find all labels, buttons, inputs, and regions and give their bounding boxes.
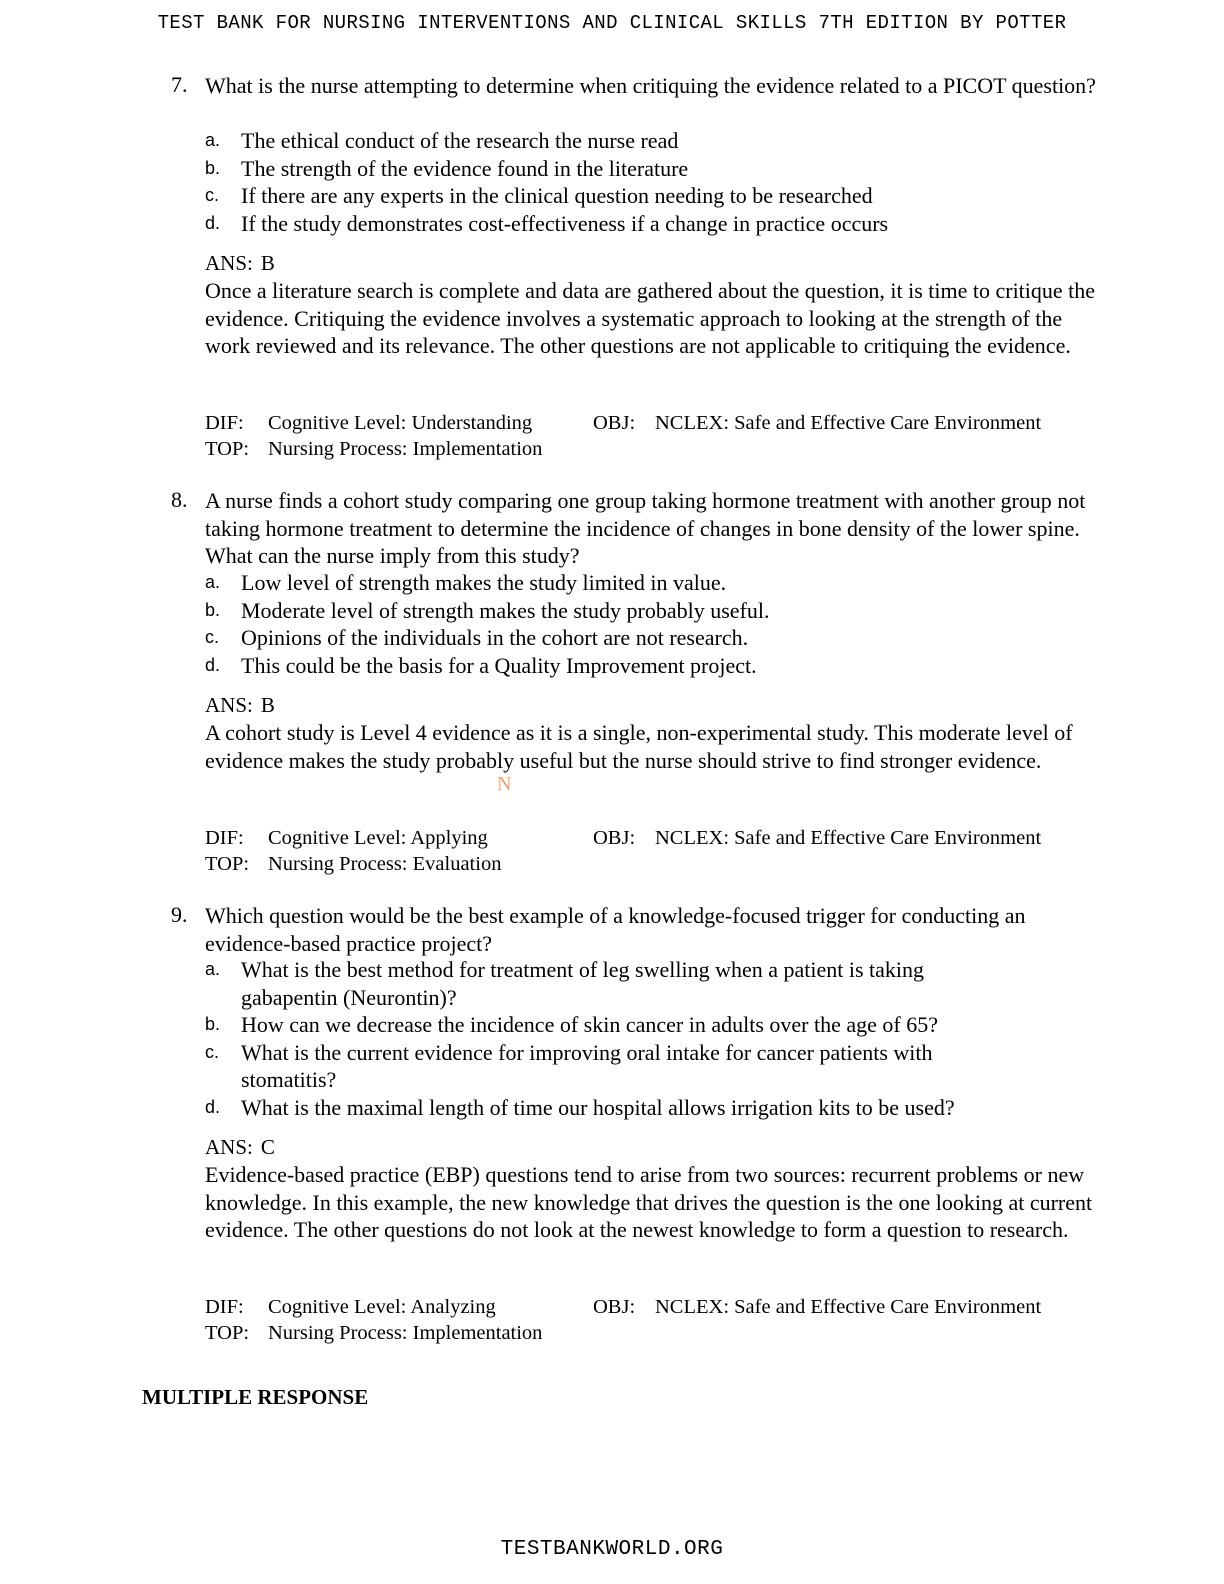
option-d — [205, 652, 1105, 680]
option-b — [205, 597, 1105, 625]
top-value: Nursing Process: Evaluation — [268, 853, 502, 875]
option-a — [205, 569, 1105, 597]
option-text: How can we decrease the incidence of skin cancer in adults over the age of 65? — [241, 1012, 938, 1037]
top-value: Nursing Process: Implementation — [268, 438, 543, 460]
obj-label: OBJ: — [593, 827, 636, 849]
top-label: TOP: — [205, 853, 250, 875]
obj-label: OBJ: — [593, 1296, 636, 1318]
option-d — [205, 210, 1105, 238]
option-text: The ethical conduct of the research the nurse read — [241, 128, 679, 153]
option-c — [205, 1039, 1001, 1094]
option-letter: c. — [205, 627, 220, 647]
option-text: The strength of the evidence found in the literature — [241, 155, 689, 181]
option-letter: a. — [205, 572, 221, 592]
option-text: What is the current evidence for improving oral intake for cancer patients with stomatitis? — [241, 1039, 933, 1092]
answer-line — [205, 251, 275, 276]
rationale: Once a literature search is complete and data are gathered about the question, it is time to critique the evidence. Critiquing the evidence involves a systematic approach to looking at the strength of the work reviewed and its relevance. The other questions are not applicable to critiquing the evidence. — [205, 278, 1096, 358]
option-c — [205, 624, 1105, 652]
obj-value: NCLEX: Safe and Effective Care Environment — [655, 412, 1042, 434]
answer-label: ANS: — [205, 251, 253, 275]
option-text: Opinions of the individuals in the cohort are not research. — [241, 625, 749, 650]
dif-label: DIF: — [205, 412, 244, 434]
answer-value: C — [260, 1135, 275, 1159]
option-c — [205, 182, 1105, 210]
option-letter: a. — [205, 130, 221, 150]
obj-label: OBJ: — [593, 412, 636, 434]
dif-value: Cognitive Level: Applying — [268, 827, 488, 849]
option-text: If there are any experts in the clinical question needing to be researched — [241, 183, 873, 208]
answer-label: ANS: — [205, 1135, 253, 1159]
option-letter: d. — [205, 654, 221, 675]
option-letter: b. — [205, 599, 221, 620]
option-text: If the study demonstrates cost-effectiveness if a change in practice occurs — [241, 210, 889, 236]
option-text: Moderate level of strength makes the study probably useful. — [241, 597, 770, 623]
options-list — [205, 127, 1105, 237]
option-b — [205, 1011, 1105, 1039]
rationale: A cohort study is Level 4 evidence as it is a single, non-experimental study. This moderate level of evidence makes the study probably useful but the nurse should strive to find stronger evidence. — [205, 720, 1073, 773]
answer-value: B — [260, 693, 275, 717]
dif-value: Cognitive Level: Analyzing — [268, 1296, 496, 1318]
option-letter: d. — [205, 212, 221, 233]
question-meta — [205, 410, 1105, 462]
option-text: This could be the basis for a Quality Improvement project. — [241, 652, 757, 678]
question-number: 7. — [171, 72, 188, 97]
option-letter: c. — [205, 185, 220, 205]
options-list — [205, 569, 1105, 679]
top-label: TOP: — [205, 1322, 250, 1344]
answer-line — [205, 693, 275, 718]
question-stem: A nurse finds a cohort study comparing one group taking hormone treatment with another group not taking hormone treatment to determine the incidence of changes in bone density of the lower spine. What can the nurse imply from this study? — [205, 488, 1086, 568]
option-text: What is the best method for treatment of leg swelling when a patient is taking gabapentin (Neurontin)? — [241, 957, 925, 1010]
option-letter: a. — [205, 959, 221, 979]
question-stem: Which question would be the best example of a knowledge-focused trigger for conducting an evidence-based practice project? — [205, 903, 1026, 956]
option-letter: b. — [205, 1014, 221, 1034]
page-header: TEST BANK FOR NURSING INTERVENTIONS AND CLINICAL SKILLS 7TH EDITION BY POTTER — [157, 12, 1067, 34]
top-label: TOP: — [205, 438, 250, 460]
dif-label: DIF: — [205, 827, 244, 849]
top-value: Nursing Process: Implementation — [268, 1322, 543, 1344]
answer-line — [205, 1135, 275, 1160]
option-letter: d. — [205, 1096, 221, 1117]
question-meta — [205, 825, 1105, 877]
option-b — [205, 155, 1105, 183]
option-d — [205, 1094, 1105, 1122]
answer-label: ANS: — [205, 693, 253, 717]
page-footer: TESTBANKWORLD.ORG — [500, 1538, 724, 1561]
obj-value: NCLEX: Safe and Effective Care Environment — [655, 827, 1042, 849]
answer-value: B — [260, 251, 275, 275]
option-a — [205, 956, 1001, 1011]
dif-label: DIF: — [205, 1296, 244, 1318]
option-text: What is the maximal length of time our hospital allows irrigation kits to be used? — [241, 1094, 955, 1120]
option-letter: b. — [205, 157, 221, 178]
obj-value: NCLEX: Safe and Effective Care Environment — [655, 1296, 1042, 1318]
question-number: 9. — [171, 902, 188, 927]
rationale: Evidence-based practice (EBP) questions tend to arise from two sources: recurrent problems or new knowledge. In this example, the new knowledge that drives the question is the one looking at current evidence. The other questions do not look at the newest knowledge to form a question to research. — [205, 1162, 1093, 1242]
option-a — [205, 127, 1105, 155]
option-text: Low level of strength makes the study limited in value. — [241, 570, 727, 595]
question-stem: What is the nurse attempting to determine when critiquing the evidence related to a PICOT question? — [205, 73, 1096, 98]
options-list — [205, 956, 1105, 1121]
dif-value: Cognitive Level: Understanding — [268, 412, 533, 434]
watermark-letter: N — [497, 773, 512, 795]
question-number: 8. — [171, 487, 188, 512]
question-meta — [205, 1294, 1105, 1346]
option-letter: c. — [205, 1041, 220, 1062]
section-heading: MULTIPLE RESPONSE — [142, 1385, 369, 1409]
